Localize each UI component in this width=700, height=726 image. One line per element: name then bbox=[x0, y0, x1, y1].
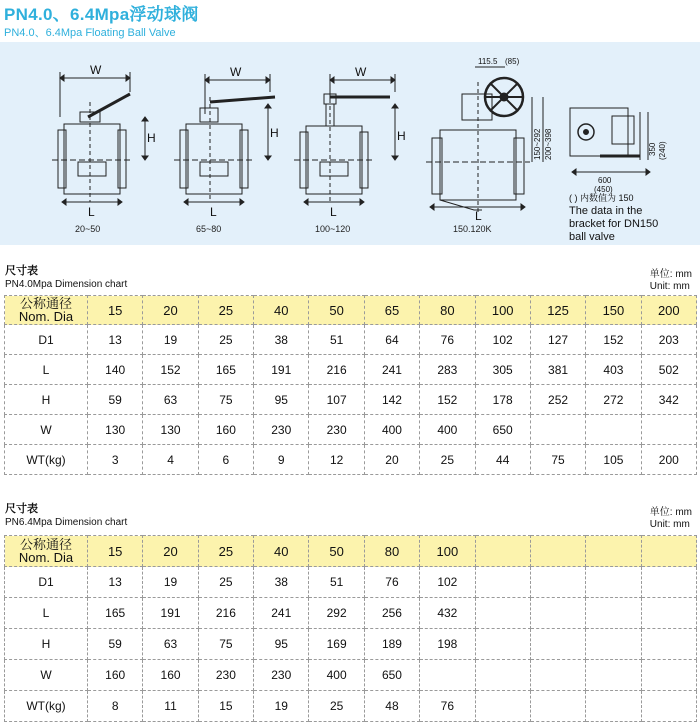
dim-label-350: 350 bbox=[648, 142, 657, 156]
nom-dia-cell: 200 bbox=[641, 296, 696, 325]
table-cell: 8 bbox=[88, 691, 143, 722]
table-cell: 230 bbox=[254, 660, 309, 691]
section-2-title-cn: 尺寸表 bbox=[5, 503, 38, 515]
valve-drawing-2 bbox=[174, 74, 275, 205]
table-cell bbox=[586, 567, 641, 598]
table-cell: 178 bbox=[475, 385, 530, 415]
table-cell bbox=[530, 691, 585, 722]
nom-dia-cell bbox=[586, 536, 641, 567]
table-cell: 142 bbox=[364, 385, 419, 415]
gearbox-drawing bbox=[570, 108, 650, 175]
row-label: H bbox=[5, 385, 88, 415]
dim-label-240: (240) bbox=[658, 141, 667, 160]
table-cell: 12 bbox=[309, 445, 364, 475]
table-cell: 63 bbox=[143, 629, 198, 660]
table-cell: 283 bbox=[420, 355, 475, 385]
nom-dia-cell: 150 bbox=[586, 296, 641, 325]
table-cell bbox=[420, 660, 475, 691]
dim-label-l4: L bbox=[475, 209, 482, 223]
note-line-4: ball valve bbox=[569, 231, 615, 243]
table-cell bbox=[586, 598, 641, 629]
table-cell: 102 bbox=[475, 325, 530, 355]
table-cell: 25 bbox=[198, 325, 253, 355]
header-row bbox=[5, 536, 697, 567]
table-cell: 76 bbox=[420, 691, 475, 722]
nom-dia-cell: 100 bbox=[475, 296, 530, 325]
table-cell: 230 bbox=[198, 660, 253, 691]
valve-drawing-1 bbox=[52, 72, 148, 205]
table-cell: 130 bbox=[88, 415, 143, 445]
nom-dia-cell: 40 bbox=[254, 536, 309, 567]
header-row bbox=[5, 296, 697, 325]
table-cell: 203 bbox=[641, 325, 696, 355]
table-cell: 152 bbox=[143, 355, 198, 385]
nom-dia-cell: 20 bbox=[143, 296, 198, 325]
table-cell: 75 bbox=[198, 385, 253, 415]
nom-dia-cell: 15 bbox=[88, 296, 143, 325]
dim-label-h3: H bbox=[397, 129, 406, 143]
table-cell bbox=[641, 691, 696, 722]
caption-2: 65~80 bbox=[196, 224, 222, 234]
table-cell bbox=[530, 415, 585, 445]
row-label: W bbox=[5, 660, 88, 691]
table-cell: 152 bbox=[420, 385, 475, 415]
table-cell: 63 bbox=[143, 385, 198, 415]
table-cell: 6 bbox=[198, 445, 253, 475]
table-row bbox=[5, 355, 697, 385]
table-row bbox=[5, 598, 697, 629]
table-cell: 230 bbox=[254, 415, 309, 445]
dimension-table-pn64 bbox=[4, 535, 697, 722]
nom-dia-cell bbox=[475, 536, 530, 567]
table-row bbox=[5, 567, 697, 598]
table-cell bbox=[475, 691, 530, 722]
table-cell: 51 bbox=[309, 567, 364, 598]
valve-drawing-4 bbox=[426, 67, 543, 212]
table-cell: 160 bbox=[198, 415, 253, 445]
row-label: W bbox=[5, 415, 88, 445]
nom-dia-cell: 20 bbox=[143, 536, 198, 567]
table-cell bbox=[641, 415, 696, 445]
row-label: WT(kg) bbox=[5, 691, 88, 722]
table-cell: 127 bbox=[530, 325, 585, 355]
table-cell bbox=[586, 629, 641, 660]
table-cell: 75 bbox=[530, 445, 585, 475]
table-cell: 25 bbox=[309, 691, 364, 722]
caption-3: 100~120 bbox=[315, 224, 351, 234]
table-cell: 502 bbox=[641, 355, 696, 385]
row-label: H bbox=[5, 629, 88, 660]
nom-dia-cell: 80 bbox=[420, 296, 475, 325]
table-row bbox=[5, 325, 697, 355]
row-label: L bbox=[5, 355, 88, 385]
table-cell: 160 bbox=[143, 660, 198, 691]
nom-dia-cell: 15 bbox=[88, 536, 143, 567]
table-cell: 140 bbox=[88, 355, 143, 385]
unit-en: Unit: mm bbox=[649, 519, 690, 530]
table-cell: 241 bbox=[254, 598, 309, 629]
table-cell: 59 bbox=[88, 385, 143, 415]
nom-dia-cell: 40 bbox=[254, 296, 309, 325]
table-cell: 76 bbox=[420, 325, 475, 355]
table-cell: 152 bbox=[586, 325, 641, 355]
note-line-1: ( ) 内数值为 150 bbox=[569, 193, 634, 203]
table-cell: 160 bbox=[88, 660, 143, 691]
table-cell: 75 bbox=[198, 629, 253, 660]
dim-label-h2: H bbox=[270, 126, 279, 140]
nom-dia-cell: 50 bbox=[309, 536, 364, 567]
table-cell: 13 bbox=[88, 325, 143, 355]
table-cell: 19 bbox=[254, 691, 309, 722]
table-cell bbox=[586, 415, 641, 445]
table-cell: 11 bbox=[143, 691, 198, 722]
table-cell: 102 bbox=[420, 567, 475, 598]
dim-label-200-398: 200~398 bbox=[544, 128, 553, 160]
table-cell: 191 bbox=[143, 598, 198, 629]
table-cell: 19 bbox=[143, 325, 198, 355]
table-cell: 44 bbox=[475, 445, 530, 475]
table-row bbox=[5, 691, 697, 722]
dim-label-l1: L bbox=[88, 205, 95, 219]
nom-dia-cell: 50 bbox=[309, 296, 364, 325]
nom-dia-en: Nom. Dia bbox=[18, 550, 74, 565]
table-cell: 432 bbox=[420, 598, 475, 629]
table-cell: 107 bbox=[309, 385, 364, 415]
table-cell: 200 bbox=[641, 445, 696, 475]
table-cell: 216 bbox=[309, 355, 364, 385]
table-cell: 13 bbox=[88, 567, 143, 598]
nom-dia-cell: 80 bbox=[364, 536, 419, 567]
row-label: D1 bbox=[5, 567, 88, 598]
table-cell bbox=[530, 567, 585, 598]
table-cell bbox=[641, 629, 696, 660]
unit-en: Unit: mm bbox=[649, 281, 690, 292]
table-row bbox=[5, 415, 697, 445]
section-2-title-en: PN6.4Mpa Dimension chart bbox=[5, 517, 128, 528]
table-cell: 342 bbox=[641, 385, 696, 415]
table-cell: 76 bbox=[364, 567, 419, 598]
table-cell: 191 bbox=[254, 355, 309, 385]
dim-label-600: 600 bbox=[598, 176, 612, 185]
table-cell bbox=[641, 598, 696, 629]
nom-dia-cell bbox=[641, 536, 696, 567]
table-cell: 38 bbox=[254, 325, 309, 355]
dim-label-w3: W bbox=[355, 65, 367, 79]
table-cell: 400 bbox=[309, 660, 364, 691]
table-cell: 400 bbox=[364, 415, 419, 445]
nom-dia-header bbox=[5, 536, 88, 567]
table-cell: 9 bbox=[254, 445, 309, 475]
table-cell: 38 bbox=[254, 567, 309, 598]
caption-1: 20~50 bbox=[75, 224, 101, 234]
row-label: WT(kg) bbox=[5, 445, 88, 475]
unit-cn: 单位: mm bbox=[649, 269, 692, 280]
section-2-unit bbox=[650, 507, 692, 531]
table-cell bbox=[530, 598, 585, 629]
nom-dia-en: Nom. Dia bbox=[18, 309, 74, 324]
section-1-title-cn: 尺寸表 bbox=[5, 265, 38, 277]
nom-dia-cell: 25 bbox=[198, 536, 253, 567]
nom-dia-cn: 公称通径 bbox=[19, 537, 72, 552]
table-cell: 230 bbox=[309, 415, 364, 445]
table-cell: 198 bbox=[420, 629, 475, 660]
dim-label-85: (85) bbox=[505, 57, 520, 66]
table-row bbox=[5, 629, 697, 660]
page-subtitle: PN4.0、6.4Mpa Floating Ball Valve bbox=[4, 27, 176, 39]
table-cell: 256 bbox=[364, 598, 419, 629]
table-row bbox=[5, 445, 697, 475]
table-cell: 189 bbox=[364, 629, 419, 660]
table-cell: 4 bbox=[143, 445, 198, 475]
note-line-2: The data in the bbox=[569, 205, 643, 217]
table-cell: 400 bbox=[420, 415, 475, 445]
dim-label-w2: W bbox=[230, 65, 242, 79]
table-cell bbox=[530, 660, 585, 691]
table-cell: 48 bbox=[364, 691, 419, 722]
table-cell: 51 bbox=[309, 325, 364, 355]
table-cell: 169 bbox=[309, 629, 364, 660]
table-cell: 19 bbox=[143, 567, 198, 598]
table-cell bbox=[475, 598, 530, 629]
table-cell bbox=[475, 660, 530, 691]
table-cell: 165 bbox=[198, 355, 253, 385]
nom-dia-cell: 65 bbox=[364, 296, 419, 325]
nom-dia-cell: 25 bbox=[198, 296, 253, 325]
table-cell: 15 bbox=[198, 691, 253, 722]
note-line-3: bracket for DN150 bbox=[569, 218, 659, 230]
caption-4: 150.120K bbox=[453, 224, 492, 234]
nom-dia-cn: 公称通径 bbox=[19, 296, 72, 311]
dim-label-h1: H bbox=[147, 131, 156, 145]
nom-dia-cell: 125 bbox=[530, 296, 585, 325]
table-cell: 130 bbox=[143, 415, 198, 445]
table-cell: 95 bbox=[254, 385, 309, 415]
table-cell: 252 bbox=[530, 385, 585, 415]
table-cell: 305 bbox=[475, 355, 530, 385]
dimension-table-pn40 bbox=[4, 295, 697, 475]
dim-label-150-292: 150~292 bbox=[533, 128, 542, 160]
table-cell bbox=[586, 660, 641, 691]
unit-cn: 单位: mm bbox=[649, 507, 692, 518]
table-cell: 59 bbox=[88, 629, 143, 660]
page-title: PN4.0、6.4Mpa浮动球阀 bbox=[4, 5, 199, 24]
nom-dia-cell bbox=[530, 536, 585, 567]
table-cell: 165 bbox=[88, 598, 143, 629]
table-cell: 20 bbox=[364, 445, 419, 475]
section-1-title-en: PN4.0Mpa Dimension chart bbox=[5, 279, 128, 290]
dim-label-l3: L bbox=[330, 205, 337, 219]
table-cell: 292 bbox=[309, 598, 364, 629]
dim-label-l2: L bbox=[210, 205, 217, 219]
table-cell bbox=[475, 567, 530, 598]
table-cell: 241 bbox=[364, 355, 419, 385]
table-cell: 64 bbox=[364, 325, 419, 355]
table-cell: 95 bbox=[254, 629, 309, 660]
row-label: D1 bbox=[5, 325, 88, 355]
table-cell: 105 bbox=[586, 445, 641, 475]
nom-dia-header bbox=[5, 296, 88, 325]
table-cell: 25 bbox=[198, 567, 253, 598]
table-cell: 216 bbox=[198, 598, 253, 629]
table-cell bbox=[586, 691, 641, 722]
dim-label-450: (450) bbox=[594, 185, 613, 194]
valve-drawing-3 bbox=[294, 74, 398, 205]
bracket-note bbox=[569, 192, 658, 244]
nom-dia-cell: 100 bbox=[420, 536, 475, 567]
table-cell bbox=[641, 567, 696, 598]
table-cell: 650 bbox=[475, 415, 530, 445]
table-cell bbox=[641, 660, 696, 691]
table-cell: 25 bbox=[420, 445, 475, 475]
table-cell: 3 bbox=[88, 445, 143, 475]
table-row bbox=[5, 660, 697, 691]
table-cell: 650 bbox=[364, 660, 419, 691]
table-cell bbox=[475, 629, 530, 660]
dim-label-115: 115.5 bbox=[478, 57, 498, 66]
table-cell: 381 bbox=[530, 355, 585, 385]
table-cell: 272 bbox=[586, 385, 641, 415]
table-row bbox=[5, 385, 697, 415]
section-1-unit bbox=[650, 269, 692, 293]
table-cell bbox=[530, 629, 585, 660]
dim-label-w1: W bbox=[90, 63, 102, 77]
row-label: L bbox=[5, 598, 88, 629]
table-cell: 403 bbox=[586, 355, 641, 385]
